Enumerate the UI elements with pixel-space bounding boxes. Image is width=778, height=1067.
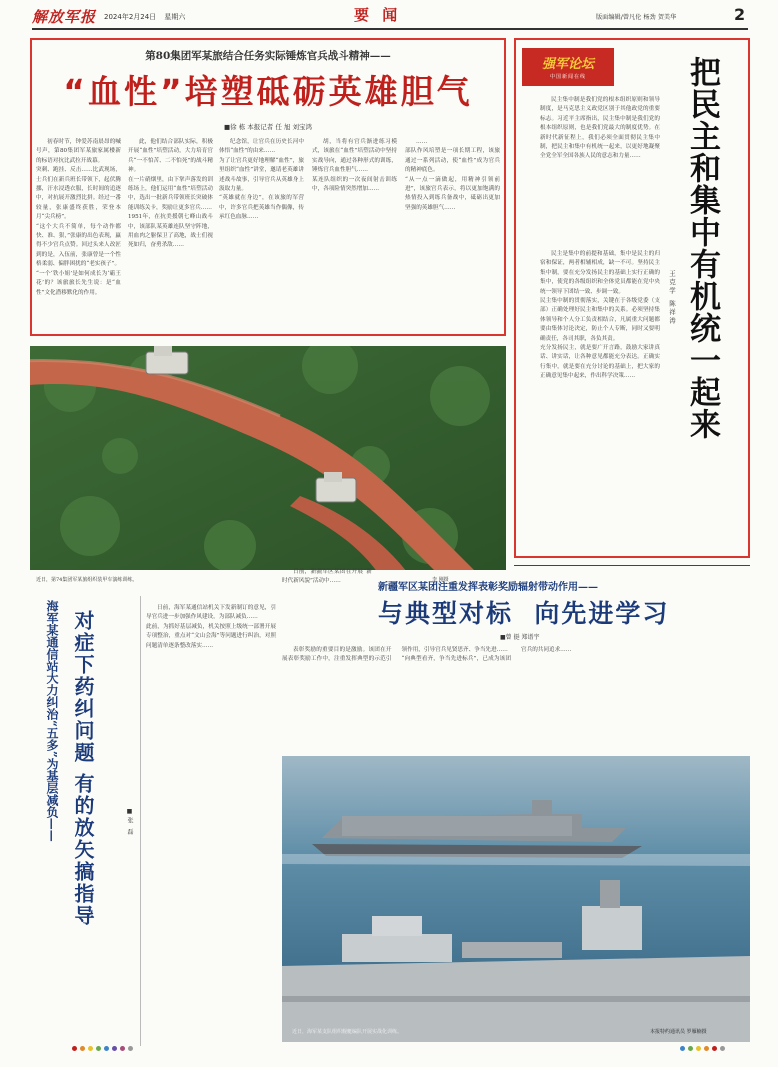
lead-column-3: 纪念馆，让官兵在历史长河中体悟“血性”的由来…… 为了让官兵更好地理解“血性”，旅里组织“血性”讲堂，邀请老英雄讲述战斗故事，引导官兵从英雄身上汲取力量。 “英雄就在身边”，在该旅的军营中，许多官兵把英雄当作偶像，传承红色血脉…… — [219, 139, 304, 221]
armored-vehicle-photo — [30, 346, 506, 570]
footer-dot — [720, 1046, 725, 1051]
forum-badge-title: 强军论坛 — [541, 57, 594, 72]
lower-section-rule — [514, 565, 750, 566]
forum-intro: 民主集中制是我们党的根本组织原则和领导制度，是马克思主义政党区别于其他政党的重要标志。习近平主席指出，民主集中制是我们党的根本组织原则，也是我们党最大的制度优势。在新时代新征程上，我们必须全面贯彻民主集中制，把民主和集中有机统一起来，以更好地凝聚全党全军全国各族人民的意志和力量…… — [540, 97, 660, 160]
footer-dot — [704, 1046, 709, 1051]
weekday-text: 星期六 — [164, 13, 186, 21]
lead-byline: ■徐 栋 本报记者 任 旭 刘宝鸿 — [224, 123, 312, 131]
story2-vertical-kicker: 海军某通信站大力纠治“五多”为基层减负—— — [45, 600, 59, 842]
footer-dot — [72, 1046, 77, 1051]
lead-column-5: …… 部队作风培塑是一项长期工程，该旅通过一系列活动，使“血性”成为官兵的精神底色。 “从一点一滴做起，用精神引领前进”，该旅官兵表示，将以更加饱满的热情投入到练兵备战中，砥砺出更加坚强的英雄胆气…… — [405, 139, 500, 211]
footer-dot — [696, 1046, 701, 1051]
story3-byline: ■曾 挺 郑谱宇 — [500, 634, 540, 641]
masthead: 解放军报 — [32, 8, 97, 26]
story3-intro: 日前，新疆军区某团在开展“新时代新风貌”活动中…… — [282, 569, 372, 585]
lead-column-1: 初春时节，钟爱苏南晨昂的喊号声，第80集团军某旅家属楼新的标语对抗比武拉开战幕。 突刺、跑挂、反击……比武现场，士兵们在新兵班长带领下，起伏腾挪，汗水浸透衣服，长时间的追逐中，对抗展开激烈比拼。经过一番较量，张康盛终获胜，荣登本月“尖兵榜”。 “这个大兵不简单，每个动作都快、准、狠，”张康的出色表现，赢得不少官兵点赞。回过头来人改匠到的是，入伍前，张康曾是一个性格柔弱、偏胖困扰的“老实孩子”。 “一个‘铁小姐’是如何成长为‘霸王花’的？该旅旅长先生说：是“血性”文化潜移默化的作用。 — [36, 139, 121, 296]
forum-body: 民主是集中的前提和基础，集中是民主的归宿和保证，两者相辅相成，缺一不可。坚持民主集中制，要在充分发扬民主的基础上实行正确的集中，使党的各级组织和全体党员都能在党中央统一领导下团结一致、步调一致。 民主集中制的贯彻落实，关键在于各级党委（支部）正确处理好民主和集中的关系。必须坚持集体领导和个人分工负责相结合，凡属重大问题都要由集体讨论决定，防止个人专断，同时又要明确责任，各司其职，各负其责。 充分发扬民主，就是要广开言路，鼓励大家讲真话、讲实话，让各种意见都能充分表达。正确实行集中，就是要在充分讨论的基础上，把大家的正确意见集中起来，作出科学决策…… — [540, 251, 660, 380]
photo2-caption: 近日，海军某支队组织舰艇编队开展实战化训练。 — [292, 1029, 403, 1035]
story2-body: 日前，海军某通信站机关下发新制订的意见，引导官兵进一步加强作风建设，为部队减负…… 此前，为抓好基层减负，机关按照上级统一部署开展专项整治，重点对“文山会海”等问题进行纠治，对照问题清单逐条整改落实…… — [146, 605, 276, 649]
page-footer-dots-right — [680, 1046, 750, 1054]
story2-headline: 对症下药纠问题 有的放矢搞指导 — [71, 610, 95, 927]
lead-headline: “血性”培塑砥砺英雄胆气 — [63, 72, 473, 111]
footer-dot — [112, 1046, 117, 1051]
section-title: 要 闻 — [354, 6, 402, 24]
photo2-credit: 本报特约通讯员 罗雁楠摄 — [650, 1029, 707, 1035]
footer-dot — [80, 1046, 85, 1051]
forum-headline: 把民主和集中有机统一起来 — [684, 56, 720, 440]
forum-badge-subtitle: 中国新闻在线 — [549, 74, 586, 80]
footer-dot — [88, 1046, 93, 1051]
footer-dot — [96, 1046, 101, 1051]
page-number: 2 — [734, 5, 746, 24]
lead-column-2: 此，他们结合部队实际，积极开展“血性”培塑活动，大力培育官兵“一不怕苦、二不怕死”的战斗精神。 在一片硝烟里，由下掌声落发的训练场上，他们运用“血性”培塑活动中，选出一批新兵带领班长突破体能训练关卡，奖励让更多官兵…… 1951年，在抗美援朝七峰山战斗中，该部队某英雄连队坚守阵地，用血肉之躯保卫了高地，战士们视死如归，奋勇杀敌…… — [128, 139, 213, 249]
footer-dot — [680, 1046, 685, 1051]
photo1-credit: 李 刚摄 — [432, 577, 449, 583]
footer-dot — [120, 1046, 125, 1051]
page-editors: 版面编辑/曾凡伦 杨劲 贺美华 — [596, 14, 677, 21]
lead-column-4: 胡，当将有官兵渐进练习模式，该旅在“血性”培塑活动中坚持实战导向，通过各种形式的训练，锤炼官兵血性胆气…… 某连队组织的一次夜间射击训练中，各项险情突然增加…… — [312, 139, 397, 193]
story3-headline: 与典型对标 向先进学习 — [378, 599, 670, 628]
naval-ships-photo — [282, 756, 750, 1042]
lead-kicker: 第80集团军某旅结合任务实际锤炼官兵战斗精神—— — [145, 50, 391, 62]
story3-kicker: 新疆军区某团注重发挥表彰奖励辐射带动作用—— — [378, 582, 598, 593]
page-footer-dots — [72, 1046, 152, 1054]
story2-byline: ■张 磊 — [126, 808, 133, 837]
story3-body: 表彰奖励的重要目的是激励。该团在开展表彰奖励工作中，注重发挥典型的示范引领作用，引导官兵见贤思齐、争当先进…… “向典型看齐，争当先进标兵”，已成为该团官兵的共同追求…… — [282, 647, 572, 663]
forum-byline: 王克学 陈祥涛 — [668, 270, 676, 326]
footer-dot — [712, 1046, 717, 1051]
footer-dot — [104, 1046, 109, 1051]
photo1-caption: 近日，第74集团军某旅组织装甲车演练训练。 — [36, 577, 138, 583]
story2-divider — [140, 596, 141, 1046]
header-rule — [32, 28, 748, 30]
date-text: 2024年2月24日 — [104, 13, 157, 21]
footer-dot — [688, 1046, 693, 1051]
footer-dot — [128, 1046, 133, 1051]
armored-vehicle-photo-art — [30, 346, 506, 570]
forum-badge — [522, 48, 614, 86]
naval-ships-photo-art — [282, 756, 750, 1042]
issue-date — [104, 12, 185, 22]
